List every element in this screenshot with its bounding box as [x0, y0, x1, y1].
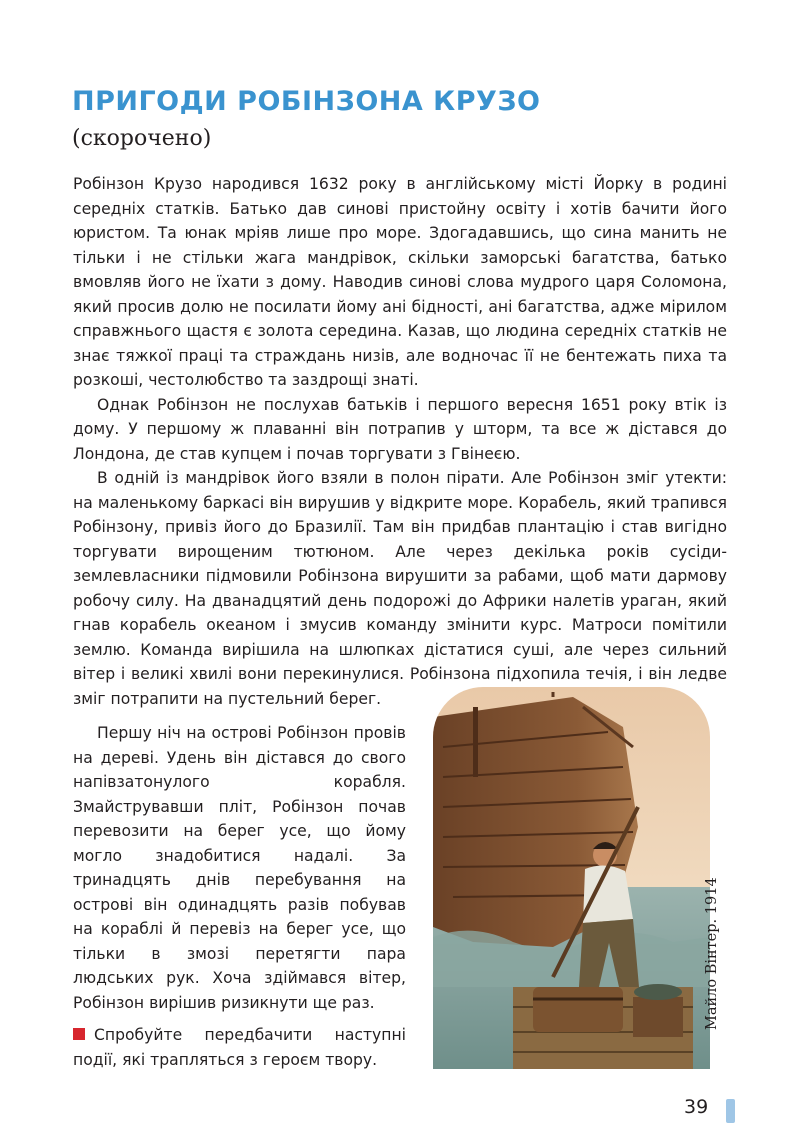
paragraph-2: Однак Робінзон не послухав батьків і першого вересня 1651 року втік із дому. У першому ж плаванні він потрапив у шторм, та все ж дістався до Лондона, де став купцем і почав торгувати з Гвінеєю. — [73, 395, 727, 463]
chapter-subtitle: (скорочено) — [72, 126, 212, 151]
page-marker-bar — [726, 1099, 735, 1123]
illustration — [433, 687, 710, 1069]
side-text — [73, 721, 406, 1015]
paragraph-4: Першу ніч на острові Робінзон провів на дереві. Удень він дістався до свого напівзатонулого корабля. Змайструвавши пліт, Робінзон почав перевозити на берег усе, що йому могло знадобитися надалі. За тринадцять днів перебування на острові він одинадцять разів побував на кораблі й перевіз на берег усе, що тільки в змозі перетягти пара людських рук. Хоча здіймався вітер, Робінзон вирішив ризикнути ще раз. — [73, 724, 406, 1012]
task-marker-icon — [73, 1028, 85, 1040]
illustration-caption: Майло Вінтер. 1914 — [704, 877, 720, 1030]
page-number: 39 — [684, 1096, 709, 1118]
chapter-title: ПРИГОДИ РОБІНЗОНА КРУЗО — [72, 86, 541, 117]
task-text: Спробуйте передбачити наступні події, які трапляться з героєм твору. — [73, 1026, 406, 1069]
main-text — [73, 172, 727, 711]
robinson-raft-illustration — [433, 687, 710, 1069]
paragraph-3: В одній із мандрівок його взяли в полон пірати. Але Робінзон зміг утекти: на маленькому баркасі він вирушив у відкрите море. Корабель, який трапився Робінзону, привіз його до Бразилії. Там він придбав плантацію і став вигідно торгувати вирощеним тютюном. Але через декілька років сусіди-землевласники підмовили Робінзона вирушити за рабами, щоб мати дармову робочу силу. На дванадцятий день подорожі до Африки налетів ураган, який гнав корабель океаном і змусив команду змінити курс. Матроси помітили землю. Команда вирішила на шлюпках дістатися суші, але через сильний вітер і великі хвилі вони перекинулися. Робінзона підхопила течія, і він ледве зміг потрапити на пустельний берег. — [73, 469, 727, 708]
task-block — [73, 1023, 406, 1072]
paragraph-1: Робінзон Крузо народився 1632 року в англійському місті Йорку в родині середніх статків. Батько дав синові пристойну освіту і хотів бачити його юристом. Та юнак мріяв лише про море. Здогадавшись, що сина манить не тільки і не стільки жага мандрівок, скільки заморські багатства, батько вмовляв його не їхати з дому. Наводив синові слова мудрого царя Соломона, який просив долю не посилати йому ані бідності, ані багатства, адже мірилом справжнього щастя є золота середина. Казав, що людина середніх статків не знає тяжкої праці та страждань низів, але водночас її не бентежать пиха та розкоші, честолюбство та заздрощі знаті. — [73, 175, 727, 389]
